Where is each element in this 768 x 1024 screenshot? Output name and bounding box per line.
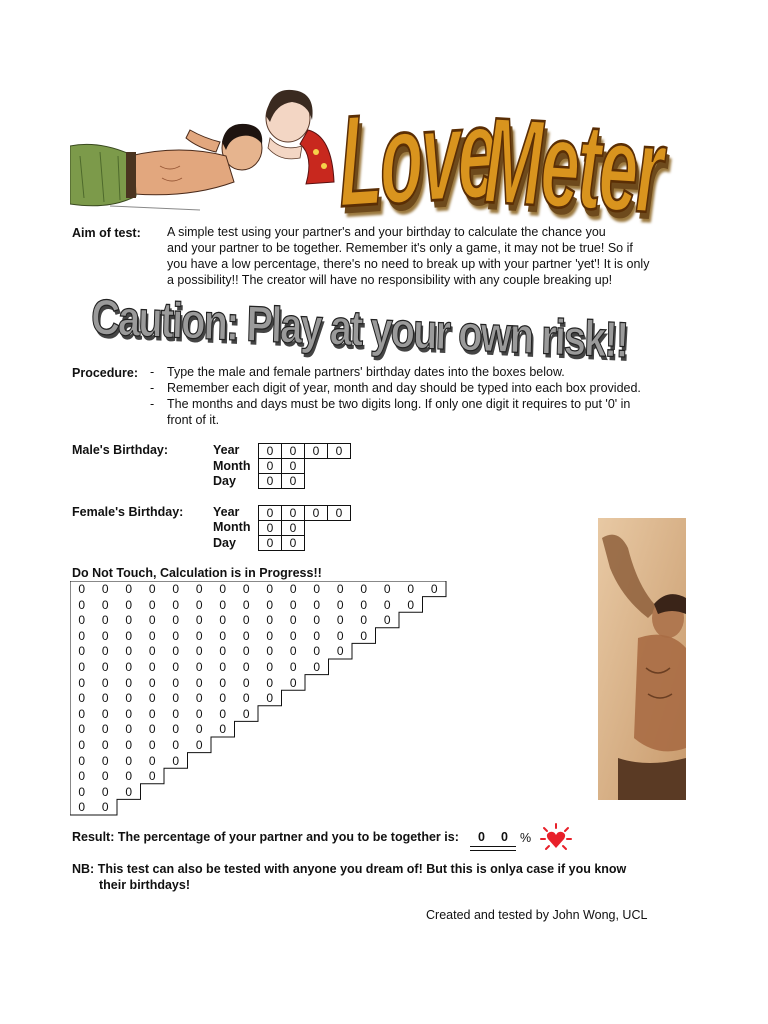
calc-cell: 0 bbox=[148, 613, 156, 628]
calc-cell: 0 bbox=[125, 753, 133, 768]
calc-cell: 0 bbox=[266, 675, 274, 690]
calc-cell: 0 bbox=[242, 613, 250, 628]
calc-cell: 0 bbox=[383, 597, 391, 612]
calc-cell: 0 bbox=[125, 784, 133, 799]
calc-cell: 0 bbox=[289, 597, 297, 612]
calc-cell: 0 bbox=[78, 753, 86, 768]
procedure-bullet-3: - bbox=[150, 397, 155, 411]
calc-cell: 0 bbox=[148, 738, 156, 752]
calc-cell: 0 bbox=[148, 753, 156, 768]
calc-cell: 0 bbox=[289, 675, 297, 690]
result-digit-1: 0 bbox=[478, 830, 485, 844]
calc-cell: 0 bbox=[313, 644, 321, 659]
calc-cell: 0 bbox=[219, 613, 227, 628]
procedure-item-3: The months and days must be two digits long. If only one digit it requires to put '0' in bbox=[167, 397, 631, 411]
calc-cell: 0 bbox=[242, 691, 250, 706]
title-meter: Meter bbox=[483, 91, 663, 239]
procedure-bullet-1: - bbox=[150, 365, 155, 379]
female-month-boxes bbox=[258, 520, 305, 536]
calc-cell: 0 bbox=[78, 706, 86, 721]
calc-cell: 0 bbox=[78, 628, 86, 643]
calc-cell: 0 bbox=[289, 613, 297, 628]
female-day-digit[interactable]: 0 bbox=[282, 536, 305, 551]
calc-cell: 0 bbox=[336, 582, 344, 596]
calc-cell: 0 bbox=[78, 722, 86, 737]
calc-cell: 0 bbox=[101, 582, 109, 596]
female-year-digit[interactable]: 0 bbox=[305, 506, 328, 521]
calc-cell: 0 bbox=[172, 738, 180, 752]
calc-cell: 0 bbox=[313, 597, 321, 612]
aim-line-1: A simple test using your partner's and your birthday to calculate the chance you bbox=[167, 225, 606, 239]
male-month-boxes bbox=[258, 458, 305, 474]
calc-cell: 0 bbox=[407, 582, 415, 596]
calc-cell: 0 bbox=[125, 660, 133, 674]
calc-cell: 0 bbox=[78, 613, 86, 628]
calc-cell: 0 bbox=[148, 597, 156, 612]
calc-cell: 0 bbox=[266, 582, 274, 596]
calc-cell: 0 bbox=[78, 800, 86, 815]
result-percent: % bbox=[520, 831, 532, 845]
calc-cell: 0 bbox=[148, 644, 156, 659]
calc-cell: 0 bbox=[336, 628, 344, 643]
male-year-digit[interactable]: 0 bbox=[259, 444, 282, 459]
calc-cell: 0 bbox=[430, 582, 438, 596]
calc-cell: 0 bbox=[101, 753, 109, 768]
calc-cell: 0 bbox=[172, 753, 180, 768]
creator-credit: Created and tested by John Wong, UCL bbox=[426, 908, 648, 922]
calc-cell: 0 bbox=[219, 582, 227, 596]
calc-cell: 0 bbox=[172, 691, 180, 706]
calc-cell: 0 bbox=[125, 628, 133, 643]
male-day-digit[interactable]: 0 bbox=[259, 474, 282, 489]
female-day-digit[interactable]: 0 bbox=[259, 536, 282, 551]
calc-cell: 0 bbox=[78, 784, 86, 799]
female-year-label: Year bbox=[213, 505, 240, 519]
calc-cell: 0 bbox=[78, 582, 86, 596]
caution-banner: Caution: Play at your own risk!! bbox=[90, 290, 628, 369]
calc-cell: 0 bbox=[195, 613, 203, 628]
aim-label: Aim of test: bbox=[72, 226, 141, 240]
calc-cell: 0 bbox=[148, 675, 156, 690]
calc-cell: 0 bbox=[195, 722, 203, 737]
calc-cell: 0 bbox=[313, 628, 321, 643]
calc-cell: 0 bbox=[360, 613, 368, 628]
calc-cell: 0 bbox=[101, 597, 109, 612]
calc-cell: 0 bbox=[266, 613, 274, 628]
calc-cell: 0 bbox=[289, 660, 297, 674]
calc-cell: 0 bbox=[195, 706, 203, 721]
calc-cell: 0 bbox=[242, 644, 250, 659]
calc-cell: 0 bbox=[78, 597, 86, 612]
calc-cell: 0 bbox=[172, 613, 180, 628]
calc-cell: 0 bbox=[148, 722, 156, 737]
calc-cell: 0 bbox=[172, 660, 180, 674]
result-label: Result: The percentage of your partner and you to be together is: bbox=[72, 830, 459, 844]
aim-line-3: you have a low percentage, there's no need to break up with your partner 'yet'! It is only bbox=[167, 257, 650, 271]
calc-cell: 0 bbox=[219, 722, 227, 737]
calc-cell: 0 bbox=[360, 628, 368, 643]
female-year-digit[interactable]: 0 bbox=[328, 506, 351, 521]
calc-cell: 0 bbox=[383, 582, 391, 596]
male-day-boxes bbox=[258, 473, 305, 489]
calc-cell: 0 bbox=[266, 597, 274, 612]
male-year-digit[interactable]: 0 bbox=[282, 444, 305, 459]
male-year-digit[interactable]: 0 bbox=[328, 444, 351, 459]
nb-line-1: NB: This test can also be tested with anyone you dream of! But this is onlya case if you know bbox=[72, 862, 627, 876]
male-year-boxes bbox=[258, 443, 351, 459]
calc-cell: 0 bbox=[336, 613, 344, 628]
calc-cell: 0 bbox=[125, 691, 133, 706]
male-day-digit[interactable]: 0 bbox=[282, 474, 305, 489]
title-love: Love bbox=[338, 79, 497, 235]
result-digit-2: 0 bbox=[501, 830, 508, 844]
calc-cell: 0 bbox=[219, 691, 227, 706]
calc-cell: 0 bbox=[219, 597, 227, 612]
calc-cell: 0 bbox=[148, 582, 156, 596]
calc-cell: 0 bbox=[148, 769, 156, 784]
calc-cell: 0 bbox=[360, 597, 368, 612]
calc-cell: 0 bbox=[78, 769, 86, 784]
female-year-digit[interactable]: 0 bbox=[259, 506, 282, 521]
calc-cell: 0 bbox=[219, 675, 227, 690]
calc-cell: 0 bbox=[172, 628, 180, 643]
calc-cell: 0 bbox=[242, 660, 250, 674]
calc-cell: 0 bbox=[125, 722, 133, 737]
male-birthday-label: Male's Birthday: bbox=[72, 443, 169, 457]
calc-cell: 0 bbox=[219, 660, 227, 674]
calc-cell: 0 bbox=[195, 660, 203, 674]
calc-cell: 0 bbox=[336, 644, 344, 659]
calc-cell: 0 bbox=[125, 613, 133, 628]
female-year-boxes bbox=[258, 505, 351, 521]
calc-cell: 0 bbox=[172, 597, 180, 612]
female-month-digit[interactable]: 0 bbox=[282, 521, 305, 536]
calc-cell: 0 bbox=[101, 784, 109, 799]
male-month-label: Month bbox=[213, 459, 251, 473]
calc-cell: 0 bbox=[125, 769, 133, 784]
calc-cell: 0 bbox=[195, 582, 203, 596]
calc-cell: 0 bbox=[101, 769, 109, 784]
calc-cell: 0 bbox=[101, 644, 109, 659]
couple-illustration bbox=[70, 86, 338, 226]
female-month-label: Month bbox=[213, 520, 251, 534]
dancer-illustration bbox=[598, 518, 686, 800]
calc-cell: 0 bbox=[125, 706, 133, 721]
calc-cell: 0 bbox=[266, 660, 274, 674]
calc-cell: 0 bbox=[172, 675, 180, 690]
calculation-triangle bbox=[70, 581, 450, 817]
calc-cell: 0 bbox=[266, 691, 274, 706]
calc-cell: 0 bbox=[172, 644, 180, 659]
calc-cell: 0 bbox=[195, 691, 203, 706]
calc-cell: 0 bbox=[195, 597, 203, 612]
calc-cell: 0 bbox=[195, 644, 203, 659]
aim-line-2: and your partner to be together. Remember it's only a game, it may not be true! So if bbox=[167, 241, 633, 255]
calc-cell: 0 bbox=[313, 660, 321, 674]
heart-icon bbox=[540, 822, 572, 852]
male-year-label: Year bbox=[213, 443, 240, 457]
calc-cell: 0 bbox=[407, 597, 415, 612]
calc-cell: 0 bbox=[101, 660, 109, 674]
calc-cell: 0 bbox=[219, 628, 227, 643]
calc-cell: 0 bbox=[101, 691, 109, 706]
nb-line-2: their birthdays! bbox=[99, 878, 190, 892]
female-birthday-label: Female's Birthday: bbox=[72, 505, 184, 519]
calc-cell: 0 bbox=[289, 582, 297, 596]
calc-cell: 0 bbox=[242, 628, 250, 643]
calc-cell: 0 bbox=[148, 628, 156, 643]
calc-cell: 0 bbox=[313, 613, 321, 628]
aim-line-4: a possibility!! The creator will have no responsibility with any couple breaking up! bbox=[167, 273, 613, 287]
result-underline bbox=[470, 846, 516, 851]
calc-cell: 0 bbox=[125, 582, 133, 596]
calc-cell: 0 bbox=[242, 597, 250, 612]
calc-cell: 0 bbox=[78, 644, 86, 659]
calc-cell: 0 bbox=[78, 691, 86, 706]
calc-cell: 0 bbox=[289, 628, 297, 643]
calc-cell: 0 bbox=[313, 582, 321, 596]
procedure-label: Procedure: bbox=[72, 366, 138, 380]
calc-cell: 0 bbox=[125, 675, 133, 690]
calc-cell: 0 bbox=[266, 628, 274, 643]
procedure-item-2: Remember each digit of year, month and day should be typed into each box provided. bbox=[167, 381, 641, 395]
calc-cell: 0 bbox=[101, 722, 109, 737]
calc-cell: 0 bbox=[289, 644, 297, 659]
calc-cell: 0 bbox=[101, 675, 109, 690]
calc-cell: 0 bbox=[125, 738, 133, 752]
calc-cell: 0 bbox=[172, 722, 180, 737]
female-day-label: Day bbox=[213, 536, 236, 550]
male-month-digit[interactable]: 0 bbox=[282, 459, 305, 474]
calc-cell: 0 bbox=[195, 738, 203, 752]
calc-cell: 0 bbox=[242, 706, 250, 721]
male-day-label: Day bbox=[213, 474, 236, 488]
calc-cell: 0 bbox=[336, 597, 344, 612]
female-year-digit[interactable]: 0 bbox=[282, 506, 305, 521]
male-year-digit[interactable]: 0 bbox=[305, 444, 328, 459]
calc-cell: 0 bbox=[172, 582, 180, 596]
procedure-bullet-2: - bbox=[150, 381, 155, 395]
calc-cell: 0 bbox=[219, 644, 227, 659]
female-day-boxes bbox=[258, 535, 305, 551]
calc-cell: 0 bbox=[125, 597, 133, 612]
calc-cell: 0 bbox=[148, 691, 156, 706]
calc-cell: 0 bbox=[125, 644, 133, 659]
calc-cell: 0 bbox=[101, 628, 109, 643]
calc-cell: 0 bbox=[219, 706, 227, 721]
calc-cell: 0 bbox=[242, 675, 250, 690]
procedure-item-1: Type the male and female partners' birthday dates into the boxes below. bbox=[167, 365, 565, 379]
male-month-digit[interactable]: 0 bbox=[259, 459, 282, 474]
calc-cell: 0 bbox=[101, 800, 109, 815]
calc-cell: 0 bbox=[266, 644, 274, 659]
calc-cell: 0 bbox=[195, 628, 203, 643]
calculation-heading: Do Not Touch, Calculation is in Progress!! bbox=[72, 566, 322, 580]
calc-cell: 0 bbox=[148, 660, 156, 674]
calc-cell: 0 bbox=[172, 706, 180, 721]
calc-cell: 0 bbox=[148, 706, 156, 721]
calc-cell: 0 bbox=[101, 706, 109, 721]
calc-cell: 0 bbox=[101, 738, 109, 752]
calc-cell: 0 bbox=[360, 582, 368, 596]
calc-cell: 0 bbox=[242, 582, 250, 596]
calc-cell: 0 bbox=[195, 675, 203, 690]
calc-cell: 0 bbox=[78, 738, 86, 752]
calc-cell: 0 bbox=[383, 613, 391, 628]
procedure-item-4: front of it. bbox=[167, 413, 220, 427]
calc-cell: 0 bbox=[101, 613, 109, 628]
calc-cell: 0 bbox=[78, 660, 86, 674]
calc-cell: 0 bbox=[78, 675, 86, 690]
female-month-digit[interactable]: 0 bbox=[259, 521, 282, 536]
